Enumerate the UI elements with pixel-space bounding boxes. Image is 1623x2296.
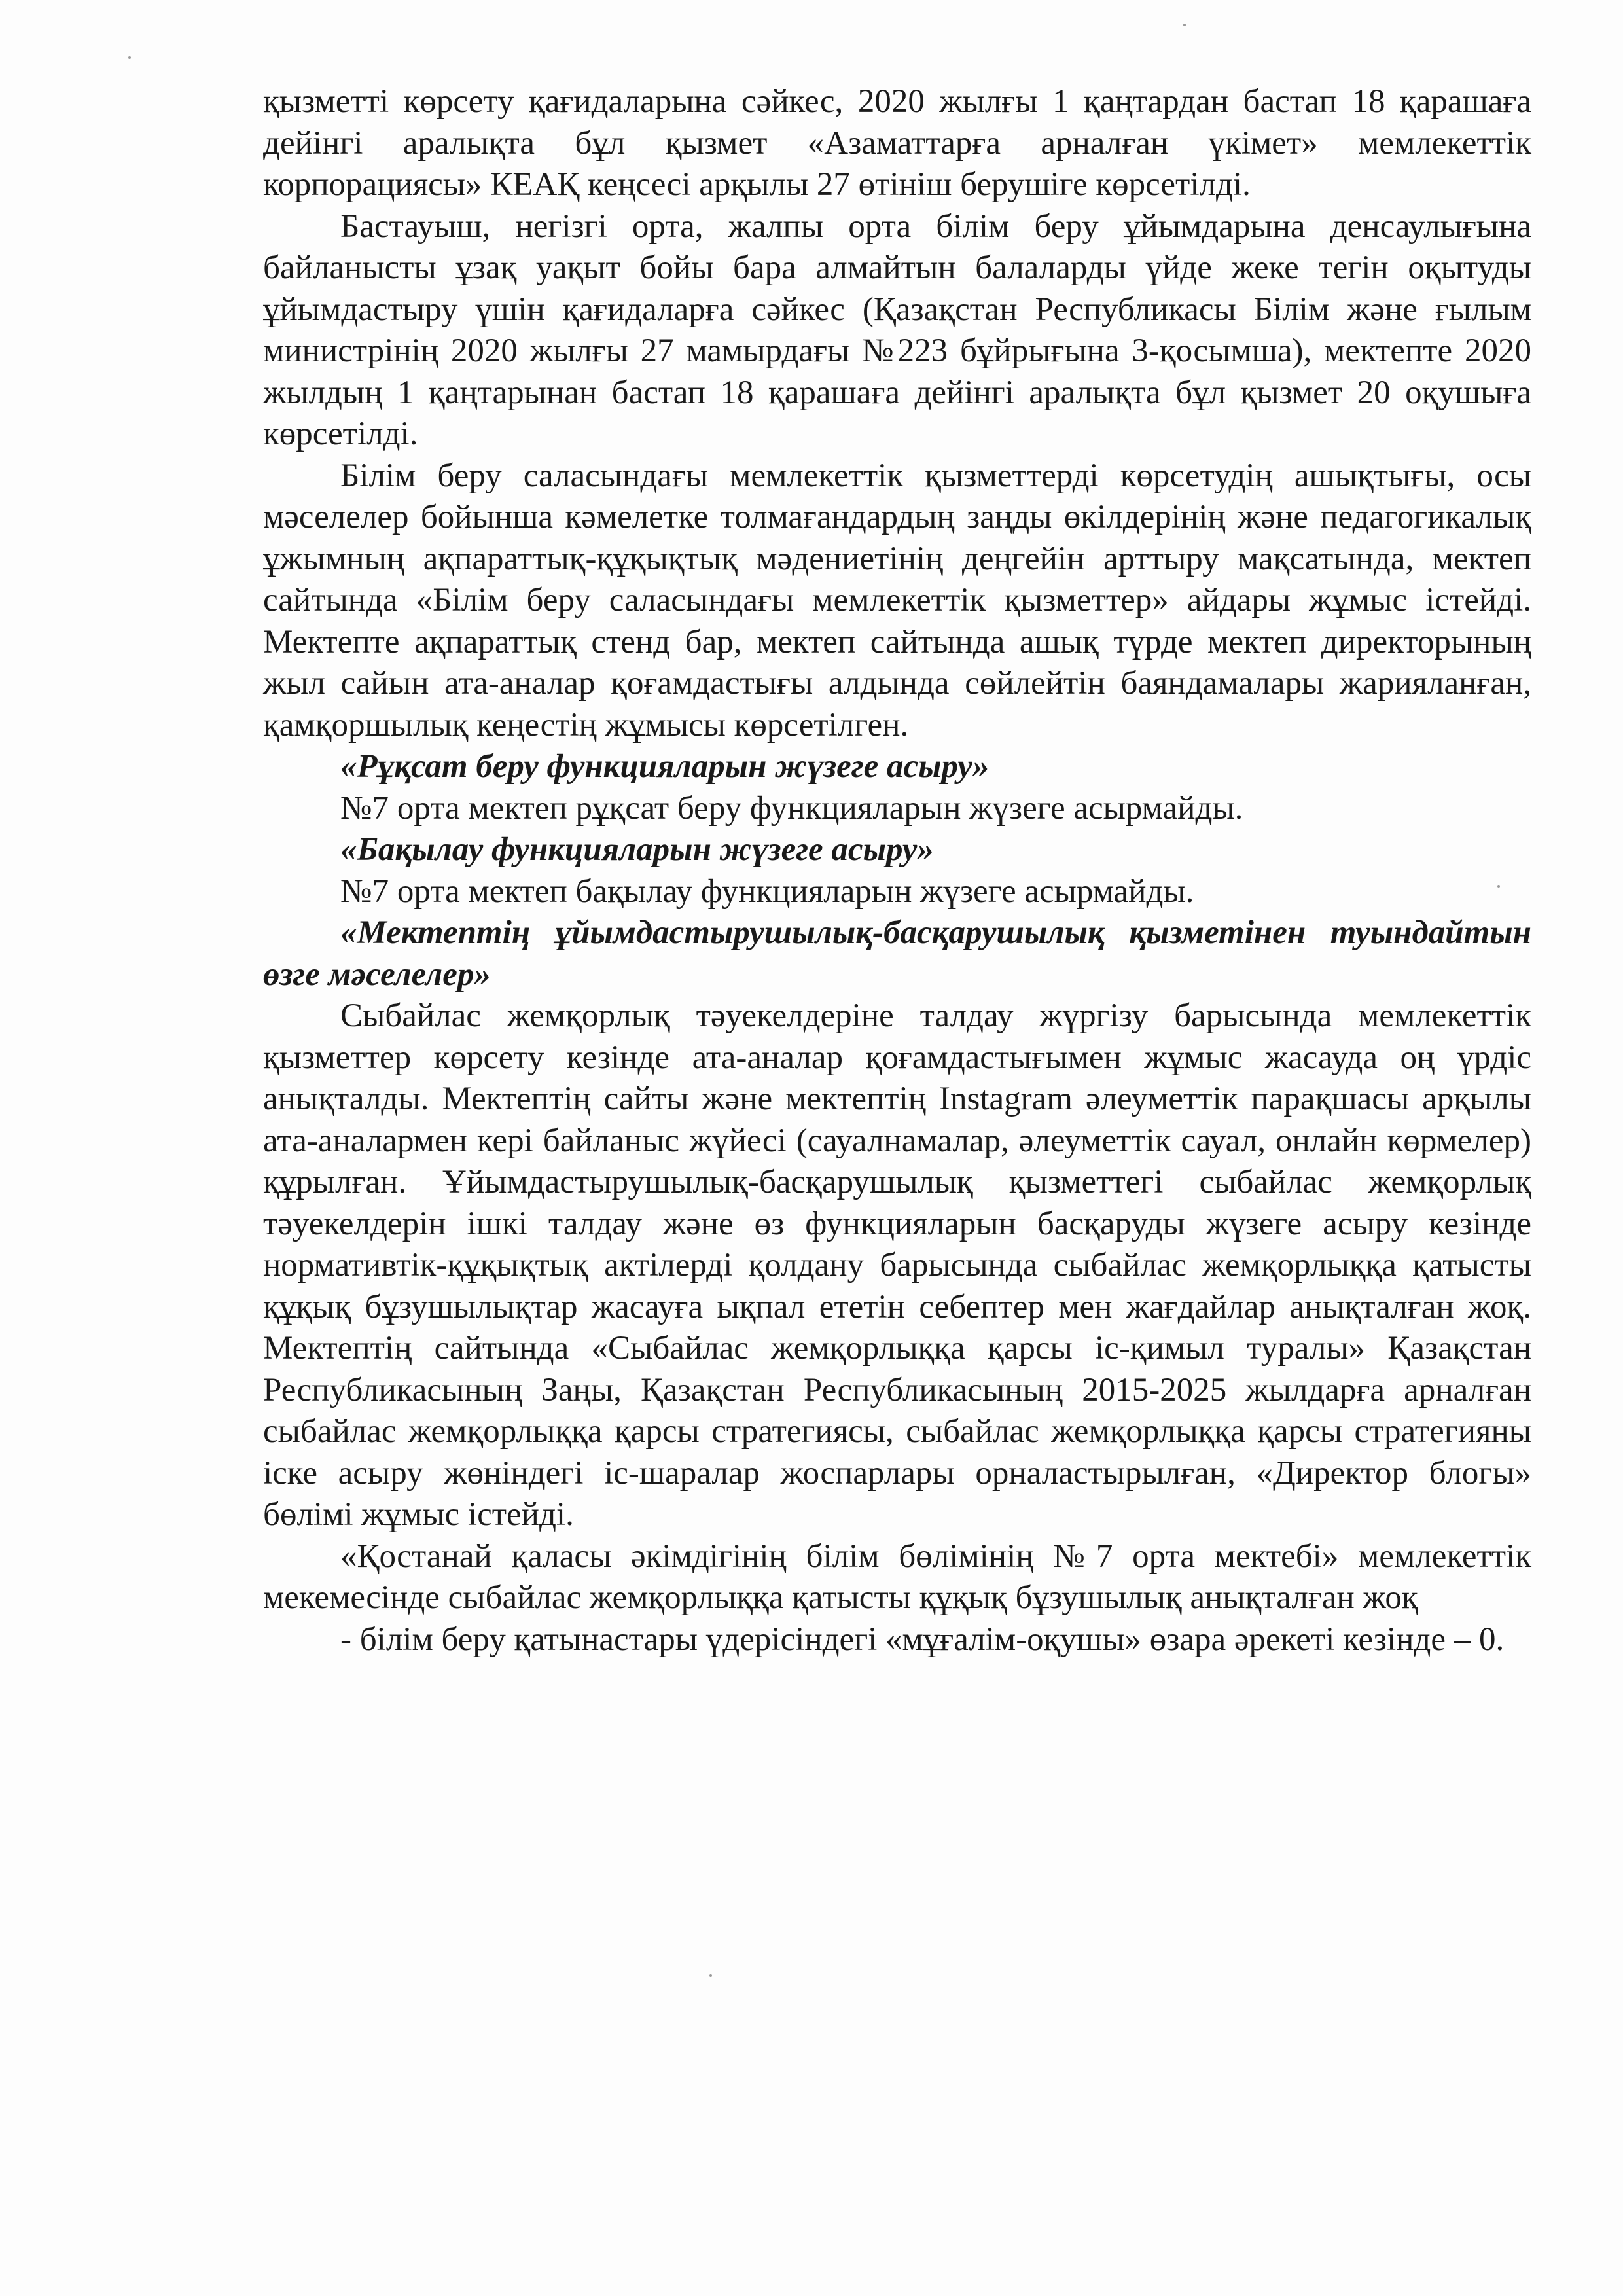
paragraph-home-schooling: Бастауыш, негізгі орта, жалпы орта білім беру ұйымдарына денсаулығына байланысты ұзақ уақыт бойы бара алмайтын балаларды үйде жеке тегін оқытуды ұйымдастыру үшін қағидаларға сәйкес (Қазақстан Республикасы Білім және ғылым министрінің 2020 жылғы 27 мамырдағы №223 бұйрығына 3-қосымша), мектепте 2020 жылдың 1 қаңтарынан бастап 18 қарашаға дейінгі аралықта бұл қызмет 20 оқушыға көрсетілді. <box>263 207 1531 452</box>
heading-other-issues: «Мектептің ұйымдастырушылық-басқарушылық қызметінен туындайтын өзге мәселелер» <box>263 914 1531 993</box>
paragraph-no-violations: «Қостанай қаласы әкімдігінің білім бөлімінің №7 орта мектебі» мемлекеттік мекемесінде сыбайлас жемқорлыққа қатысты құқық бұзушылық анықталған жоқ <box>263 1537 1531 1616</box>
document-body <box>263 81 1531 1660</box>
paragraph-transparency: Білім беру саласындағы мемлекеттік қызметтерді көрсетудің ашықтығы, осы мәселелер бойынша кәмелетке толмағандардың заңды өкілдерінің және педагогикалық ұжымның ақпараттық-құқықтық мәдениетінің деңгейін арттыру мақсатында, мектеп сайтында «Білім беру саласындағы мемлекеттік қызметтер» айдары жұмыс істейді. Мектепте ақпараттық стенд бар, мектеп сайтында ашық түрде мектеп директорының жыл сайын ата-аналар қоғамдастығы алдында сөйлейтін баяндамалары жарияланған, қамқоршылық кеңестің жұмысы көрсетілген. <box>263 457 1531 744</box>
heading-permit-functions: «Рұқсат беру функцияларын жүзеге асыру» <box>340 748 990 785</box>
scan-speck <box>1497 885 1500 888</box>
paragraph-corruption-risks: Сыбайлас жемқорлық тәуекелдеріне талдау жүргізу барысында мемлекеттік қызметтер көрсету кезінде ата-аналар қоғамдастығымен жұмыс жасауда оң үрдіс анықталды. Мектептің сайты және мектептің Instagram әлеуметтік парақшасы арқылы ата-аналармен кері байланыс жүйесі (сауалнамалар, әлеуметтік сауал, онлайн көрмелер) құрылған. Ұйымдастырушылық-басқарушылық қызметтегі сыбайлас жемқорлық тәуекелдерін ішкі талдау және өз функцияларын басқаруды жүзеге асыру кезінде нормативтік-құқықтық актілерді қолдану барысында сыбайлас жемқорлыққа қатысты құқық бұзушылықтар жасауға ықпал ететін себептер мен жағдайлар анықталған жоқ. Мектептің сайтында «Сыбайлас жемқорлыққа қарсы іс-қимыл туралы» Қазақстан Республикасының Заңы, Қазақстан Республикасының 2015-2025 жылдарға арналған сыбайлас жемқорлыққа қарсы стратегиясы, сыбайлас жемқорлыққа қарсы стратегияны іске асыру жөніндегі іс-шаралар жоспарлары орналастырылған, «Директор блогы» бөлімі жұмыс істейді. <box>263 997 1531 1533</box>
paragraph-permit-functions: №7 орта мектеп рұқсат беру функцияларын жүзеге асырмайды. <box>340 789 1243 827</box>
paragraph-control-functions: №7 орта мектеп бақылау функцияларын жүзеге асырмайды. <box>340 872 1194 910</box>
scan-speck <box>128 56 131 59</box>
scan-speck <box>709 1974 712 1977</box>
heading-control-functions: «Бақылау функцияларын жүзеге асыру» <box>340 831 934 868</box>
paragraph-service-continuation: қызметті көрсету қағидаларына сәйкес, 2020 жылғы 1 қаңтардан бастап 18 қарашаға дейінгі аралықта бұл қызмет «Азаматтарға арналған үкімет» мемлекеттік корпорациясы» КЕАҚ кеңсесі арқылы 27 өтініш берушіге көрсетілді. <box>263 83 1531 203</box>
scan-speck <box>1183 24 1186 26</box>
paragraph-teacher-student: - білім беру қатынастары үдерісіндегі «мұғалім-оқушы» өзара әрекеті кезінде – 0. <box>340 1621 1505 1658</box>
